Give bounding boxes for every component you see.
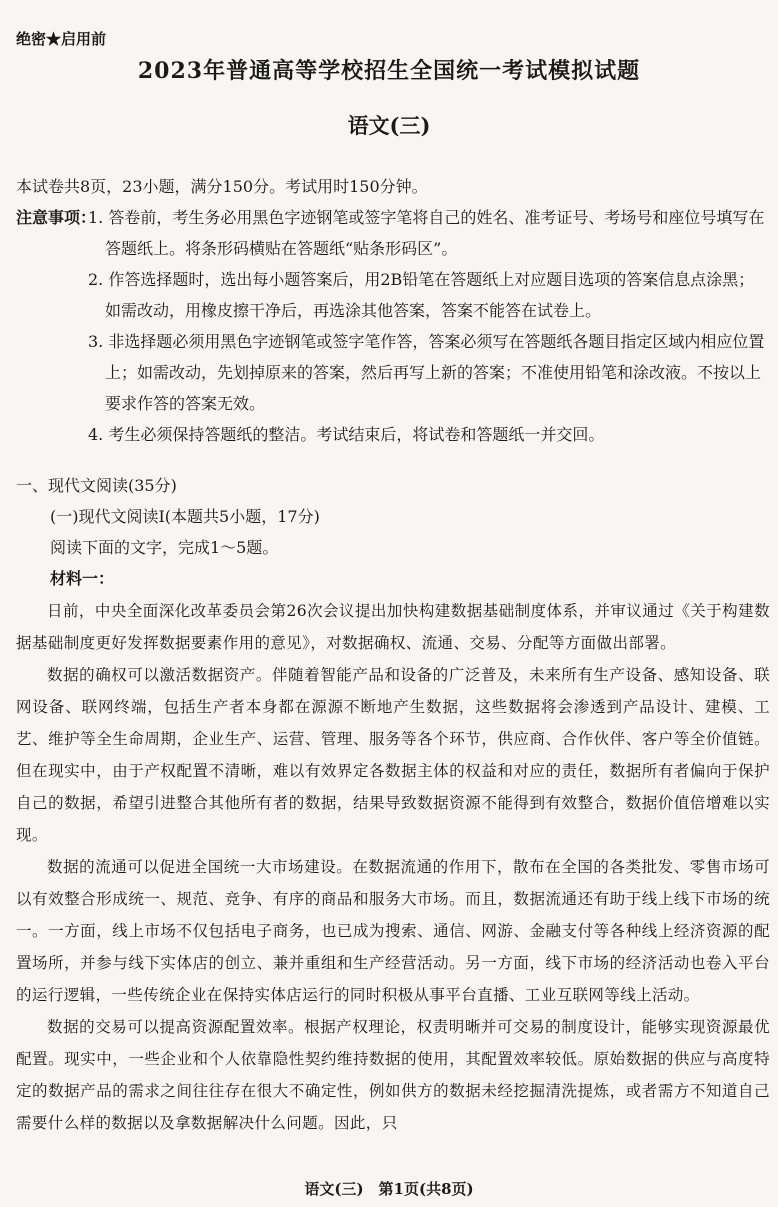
note-item: 2. 作答选择题时，选出每小题答案后，用2B铅笔在答题纸上对应题目选项的答案信息点涂黑；如需改动，用橡皮擦干净后，再选涂其他答案，答案不能答在试卷上。 xyxy=(88,270,755,320)
notes-block xyxy=(16,202,766,450)
secret-label: 绝密★启用前 xyxy=(16,30,107,48)
page-footer: 语文(三) 第1页(共8页) xyxy=(304,1180,474,1198)
paragraph: 数据的确权可以激活数据资产。伴随着智能产品和设备的广泛普及，未来所有生产设备、感知设备、联网设备、联网终端，包括生产者本身都在源源不断地产生数据，这些数据将会渗透到产品设计、建模、工艺、维护等全生命周期，企业生产、运营、管理、服务等各个环节，供应商、合作伙伴、客户等全价值链。但在现实中，由于产权配置不清晰，难以有效界定各数据主体的权益和对应的责任，数据所有者偏向于保护自己的数据，希望引进整合其他所有者的数据，结果导致数据资源不能得到有效整合，数据价值倍增难以实现。 xyxy=(16,666,770,844)
paragraph: 日前，中央全面深化改革委员会第26次会议提出加快构建数据基础制度体系，并审议通过《关于构建数据基础制度更好发挥数据要素作用的意见》，对数据确权、流通、交易、分配等方面做出部署。 xyxy=(16,602,770,652)
section-instruction: 阅读下面的文字，完成1～5题。 xyxy=(50,538,279,557)
section-heading: 一、现代文阅读(35分) xyxy=(16,476,177,495)
notes-label: 注意事项： xyxy=(16,208,97,227)
material-label: 材料一： xyxy=(50,569,115,588)
note-item: 1. 答卷前，考生务必用黑色字迹钢笔或签字笔将自己的姓名、准考证号、考场号和座位号填写在答题纸上。将条形码横贴在答题纸“贴条形码区”。 xyxy=(88,208,765,258)
paragraph: 数据的流通可以促进全国统一大市场建设。在数据流通的作用下，散布在全国的各类批发、零售市场可以有效整合形成统一、规范、竞争、有序的商品和服务大市场。而且，数据流通还有助于线上线下市场的统一。一方面，线上市场不仅包括电子商务，也已成为搜索、通信、网游、金融支付等各种线上经济资源的配置场所，并参与线下实体店的创立、兼并重组和生产经营活动。另一方面，线下市场的经济活动也卷入平台的运行逻辑，一些传统企业在保持实体店运行的同时积极从事平台直播、工业互联网等线上活动。 xyxy=(16,858,770,1004)
subject-title: 语文(三) xyxy=(347,113,431,138)
note-item: 3. 非选择题必须用黑色字迹钢笔或签字笔作答，答案必须写在答题纸各题目指定区域内相应位置上；如需改动，先划掉原来的答案，然后再写上新的答案；不准使用铅笔和涂改液。不按以上要求作答的答案无效。 xyxy=(88,332,765,413)
exam-title: 2023年普通高等学校招生全国统一考试模拟试题 xyxy=(137,58,641,84)
note-item: 4. 考生必须保持答题纸的整洁。考试结束后，将试卷和答题纸一并交回。 xyxy=(88,425,605,444)
paragraph: 数据的交易可以提高资源配置效率。根据产权理论，权责明晰并可交易的制度设计，能够实现资源最优配置。现实中，一些企业和个人依靠隐性契约维持数据的使用，其配置效率较低。原始数据的供应与高度特定的数据产品的需求之间往往存在很大不确定性，例如供方的数据未经挖掘清洗提炼，或者需方不知道自己需要什么样的数据以及拿数据解决什么问题。因此，只 xyxy=(16,1018,770,1132)
exam-info: 本试卷共8页，23小题，满分150分。考试用时150分钟。 xyxy=(16,177,428,196)
material-text xyxy=(16,595,770,1139)
section-subheading: (一)现代文阅读Ⅰ(本题共5小题，17分) xyxy=(50,507,320,526)
